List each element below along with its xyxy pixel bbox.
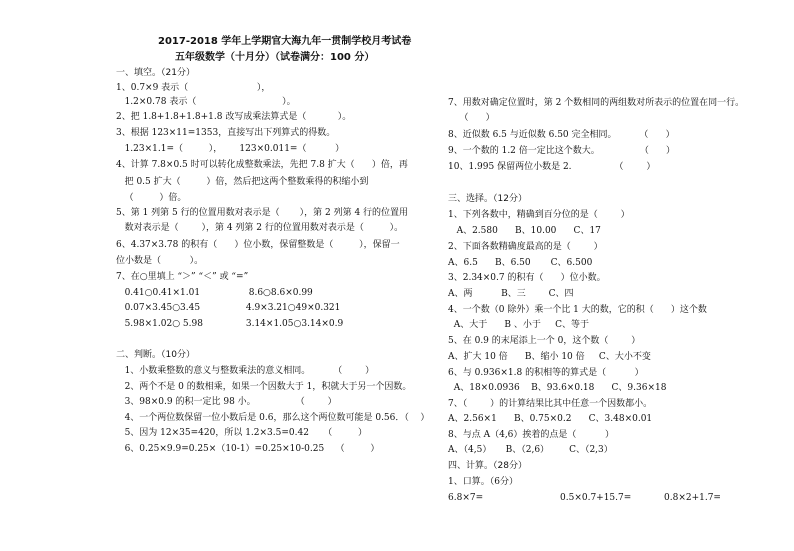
- judge-line: 10、1.995 保留两位小数是 2. （ ）: [448, 162, 656, 172]
- judge-line: 7、用数对确定位置时，第 2 个数相同的两组数对所表示的位置在同一行。: [448, 98, 745, 108]
- fill-line: 把 0.5 扩大（ ）倍，然后把这两个整数乘得的积缩小到: [116, 177, 369, 187]
- choice-line: 7、（ ）的计算结果比其中任意一个因数都小。: [448, 399, 653, 409]
- judge-line: 1、小数乘整数的意义与整数乘法的意义相同。 （ ）: [116, 366, 375, 376]
- fill-line: 数对表示是（ ），第 4 列第 2 行的位置用数对表示是（ ）。: [116, 223, 404, 233]
- choice-line: 2、下面各数精确度最高的是（ ）: [448, 242, 603, 252]
- section-fill-heading: 一、填空。（21分）: [116, 68, 195, 78]
- fill-line: 0.07×3.45○3.45 4.9×3.21○49×0.321: [116, 303, 341, 313]
- section-judge-heading: 二、判断。（10分）: [116, 350, 195, 360]
- calc-subheading: 1、口算。（6分）: [448, 477, 518, 487]
- choice-line: A、（4,5） B、（2,6） C、（2,3）: [448, 445, 613, 455]
- calc-item: 0.5×0.7+15.7=: [560, 493, 632, 503]
- choice-line: A、两 B、三 C、四: [448, 289, 574, 299]
- section-choice-heading: 三、选择。（12分）: [448, 194, 527, 204]
- judge-line: 5、因为 12×35=420，所以 1.2×3.5=0.42 （ ）: [116, 428, 367, 438]
- judge-line: （ ）: [448, 113, 495, 123]
- fill-line: 7、在○里填上 “＞” “＜” 或 “=”: [116, 272, 249, 282]
- fill-line: 4、计算 7.8×0.5 时可以转化成整数乘法，先把 7.8 扩大（ ）倍，再: [116, 160, 408, 170]
- choice-line: 8、与点 A（4,6）挨着的点是（ ）: [448, 430, 615, 440]
- judge-line: 8、近似数 6.5 与近似数 6.50 完全相同。 （ ）: [448, 130, 675, 140]
- fill-line: 5.98×1.02○ 5.98 3.14×1.05○3.14×0.9: [116, 319, 344, 329]
- choice-line: 1、下列各数中，精确到百分位的是（ ）: [448, 210, 630, 220]
- fill-line: 1.2×0.78 表示（ ）。: [116, 97, 296, 107]
- choice-line: 5、在 0.9 的末尾添上一个 0，这个数（ ）: [448, 336, 641, 346]
- calc-item: 6.8×7=: [448, 493, 484, 503]
- choice-line: A、扩大 10 倍 B、缩小 10 倍 C、大小不变: [448, 352, 651, 362]
- choice-line: A、18×0.0936 B、93.6×0.18 C、9.36×18: [448, 383, 667, 393]
- judge-line: 2、两个不是 0 的数相乘，如果一个因数大于 1，积就大于另一个因数。: [116, 382, 412, 392]
- choice-line: A、2.56×1 B、0.75×0.2 C、3.48×0.01: [448, 414, 653, 424]
- judge-line: 6、0.25×9.9=0.25×（10-1）=0.25×10-0.25 （ ）: [116, 444, 380, 454]
- choice-line: A、6.5 B、6.50 C、6.500: [448, 258, 593, 268]
- fill-line: 5、第 1 列第 5 行的位置用数对表示是（ ），第 2 列第 4 行的位置用: [116, 208, 409, 218]
- calc-item: 0.8×2+1.7=: [664, 493, 721, 503]
- fill-line: （ ）倍。: [116, 193, 187, 203]
- choice-line: 3、2.34×0.7 的积有（ ）位小数。: [448, 273, 606, 283]
- judge-line: 4、一个两位数保留一位小数后是 0.6，那么这个两位数可能是 0.56．（ ）: [116, 413, 430, 423]
- choice-line: A、大于 B 、小于 C、等于: [448, 320, 590, 330]
- judge-line: 3、98×0.9 的积一定比 98 小。 （ ）: [116, 397, 337, 407]
- fill-line: 1.23×1.1=（ ）， 123×0.011=（ ）: [116, 144, 345, 154]
- fill-line: 0.41○0.41×1.01 8.6○8.6×0.99: [116, 288, 313, 298]
- fill-line: 2、把 1.8+1.8+1.8+1.8 改写成乘法算式是（ ）。: [116, 112, 352, 122]
- judge-line: 9、一个数的 1.2 倍一定比这个数大。 （ ）: [448, 146, 675, 156]
- fill-line: 3、根据 123×11=1353，直接写出下列算式的得数。: [116, 128, 336, 138]
- exam-title: 2017-2018 学年上学期官大海九年一贯制学校月考试卷: [158, 36, 412, 47]
- choice-line: 6、与 0.936×1.8 的积相等的算式是（ ）: [448, 368, 644, 378]
- exam-subtitle: 五年级数学（十月分）（试卷满分：100 分）: [175, 52, 375, 63]
- choice-line: 4、一个数（0 除外）乘一个比 1 大的数，它的积（ ）这个数: [448, 305, 707, 315]
- choice-line: A、2.580 B、10.00 C、17: [448, 226, 601, 236]
- section-calc-heading: 四、计算。（28分）: [448, 461, 527, 471]
- fill-line: 6、4.37×3.78 的积有（ ）位小数，保留整数是（ ），保留一: [116, 240, 400, 250]
- fill-line: 1、0.7×9 表示（ ），: [116, 83, 271, 93]
- fill-line: 位小数是（ ）。: [116, 256, 204, 266]
